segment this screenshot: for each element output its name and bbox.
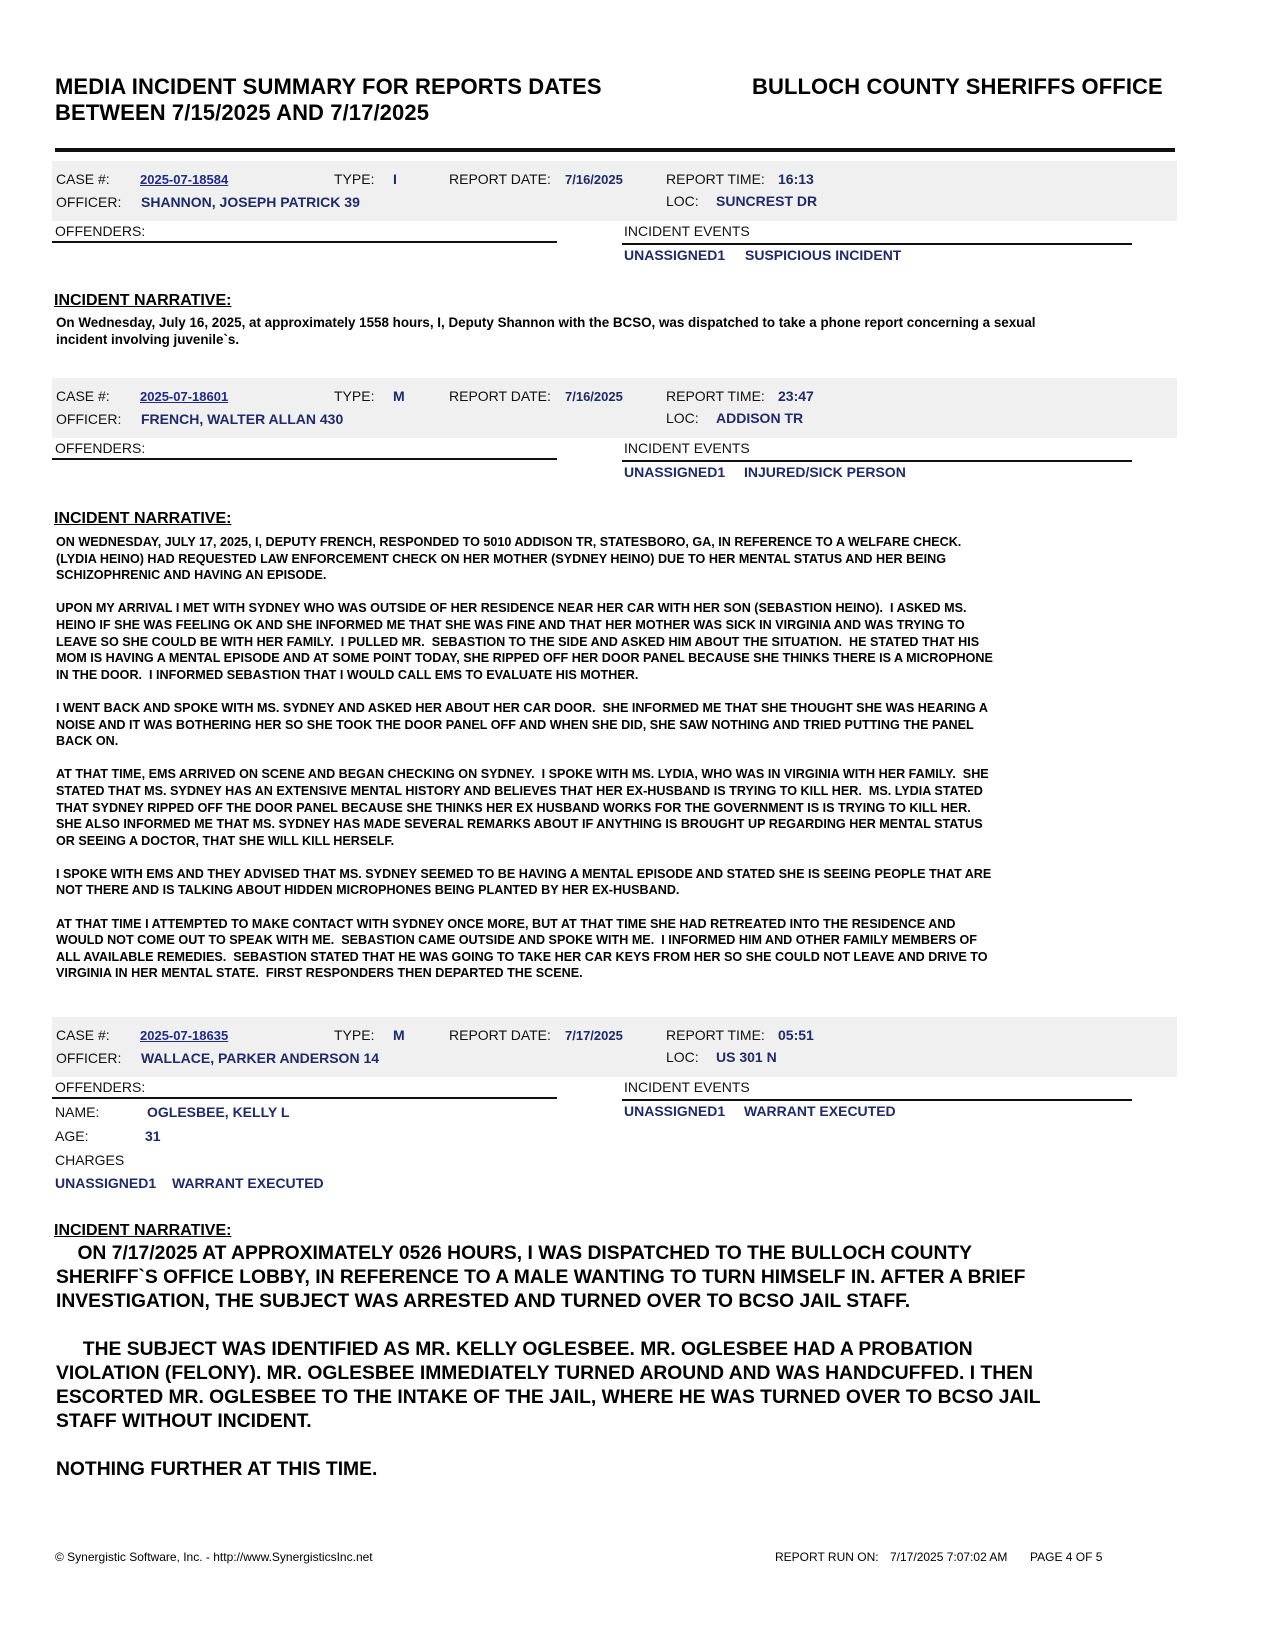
case-number-label: CASE #: (56, 388, 110, 404)
case-number-label: CASE #: (56, 1027, 110, 1043)
report-date: 7/16/2025 (565, 172, 623, 187)
charge-type: WARRANT EXECUTED (172, 1175, 324, 1191)
case-number-link[interactable]: 2025-07-18601 (140, 389, 229, 404)
incident-narrative: ON 7/17/2025 AT APPROXIMATELY 0526 HOURS, I WAS DISPATCHED TO THE BULLOCH COUNTY SHERIFF`S OFFICE LOBBY, IN REFERENCE TO A MALE WANTING TO TURN HIMSELF IN. AFTER A BRIEF INVESTIGATION, THE SUBJECT WAS ARRESTED AND TURNED OVER TO BCSO JAIL STAFF. THE SUBJECT WAS IDENTIFIED AS MR. KELLY OGLESBEE. MR. OGLESBEE HAD A PROBATION VIOLATION (FELONY). MR. OGLESBEE IMMEDIATELY TURNED AROUND AND WAS HANDCUFFED. I THEN ESCORTED MR. OGLESBEE TO THE INTAKE OF THE JAIL, WHERE HE WAS TURNED OVER TO BCSO JAIL STAFF WITHOUT INCIDENT. NOTHING FURTHER AT THIS TIME. (56, 1243, 1041, 1480)
offender-name-label: NAME: (55, 1104, 100, 1120)
officer-name: SHANNON, JOSEPH PATRICK 39 (141, 194, 360, 210)
officer-name: FRENCH, WALTER ALLAN 430 (141, 411, 344, 427)
report-title: MEDIA INCIDENT SUMMARY FOR REPORTS DATES BETWEEN 7/15/2025 AND 7/17/2025 (55, 74, 602, 125)
event-unit: UNASSIGNED1 (624, 464, 726, 480)
event-unit: UNASSIGNED1 (624, 1103, 726, 1119)
charge-unit: UNASSIGNED1 (55, 1175, 157, 1191)
events-divider (622, 1099, 1132, 1101)
report-date-label: REPORT DATE: (449, 1027, 551, 1043)
page-number: PAGE 4 OF 5 (1030, 1550, 1103, 1564)
officer-name: WALLACE, PARKER ANDERSON 14 (141, 1050, 380, 1066)
footer-copyright: © Synergistic Software, Inc. - http://www.SynergisticsInc.net (55, 1550, 373, 1564)
location: SUNCREST DR (716, 193, 818, 209)
case-header-band (52, 378, 1177, 438)
report-date-label: REPORT DATE: (449, 171, 551, 187)
incident-narrative: ON WEDNESDAY, JULY 17, 2025, I, DEPUTY FRENCH, RESPONDED TO 5010 ADDISON TR, STATESBORO, GA, IN REFERENCE TO A WELFARE CHECK. (LYDIA HEINO) HAD REQUESTED LAW ENFORCEMENT CHECK ON HER MOTHER (SYDNEY HEINO) DUE TO HER MENTAL STATUS AND HER BEING SCHIZOPHRENIC AND HAVING AN EPISODE. UPON MY ARRIVAL I MET WITH SYDNEY WHO WAS OUTSIDE OF HER RESIDENCE NEAR HER CAR WITH HER SON (SEBASTION HEINO). I ASKED MS. HEINO IF SHE WAS FEELING OK AND SHE INFORMED ME THAT SHE WAS FINE AND THAT HER MOTHER WAS SICK IN VIRGINIA AND WAS TRYING TO LEAVE SO SHE COULD BE WITH HER FAMILY. I PULLED MR. SEBASTION TO THE SIDE AND ASKED HIM ABOUT THE SITUATION. HE STATED THAT HIS MOM IS HAVING A MENTAL EPISODE AND AT SOME POINT TODAY, SHE RIPPED OFF HER DOOR PANEL BECAUSE SHE THINKS THERE IS A MICROPHONE IN THE DOOR. I INFORMED SEBASTION THAT I WOULD CALL EMS TO EVALUATE HIS MOTHER. I WENT BACK AND SPOKE WITH MS. SYDNEY AND ASKED HER ABOUT HER CAR DOOR. SHE INFORMED ME THAT SHE THOUGHT SHE WAS HEARING A NOISE AND IT WAS BOTHERING HER SO SHE TOOK THE DOOR PANEL OFF AND WHEN SHE DID, SHE SAW NOTHING AND TRIED PUTTING THE PANEL BACK ON. AT THAT TIME, EMS ARRIVED ON SCENE AND BEGAN CHECKING ON SYDNEY. I SPOKE WITH MS. LYDIA, WHO WAS IN VIRGINIA WITH HER FAMILY. SHE STATED THAT MS. SYDNEY HAS AN EXTENSIVE MENTAL HISTORY AND BELIEVES THAT HER EX-HUSBAND IS TRYING TO KILL HER. MS. LYDIA STATED THAT SYDNEY RIPPED OFF THE DOOR PANEL BECAUSE SHE THINKS HER EX HUSBAND WORKS FOR THE GOVERNMENT IS IS TRYING TO KILL HER. SHE ALSO INFORMED ME THAT MS. SYDNEY HAS MADE SEVERAL REMARKS ABOUT IF ANYTHING IS BROUGHT UP REGARDING HER MENTAL STATUS OR SEEING A DOCTOR, THAT SHE WILL KILL HERSELF. I SPOKE WITH EMS AND THEY ADVISED THAT MS. SYDNEY SEEMED TO BE HAVING A MENTAL EPISODE AND STATED SHE IS SEEING PEOPLE THAT ARE NOT THERE AND IS TALKING ABOUT HIDDEN MICROPHONES BEING PLANTED BY HER EX-HUSBAND. AT THAT TIME I ATTEMPTED TO MAKE CONTACT WITH SYDNEY ONCE MORE, BUT AT THAT TIME SHE HAD RETREATED INTO THE RESIDENCE AND WOULD NOT COME OUT TO SPEAK WITH ME. SEBASTION CAME OUTSIDE AND SPOKE WITH ME. I INFORMED HIM AND OTHER FAMILY MEMBERS OF ALL AVAILABLE REMEDIES. SEBASTION STATED THAT HE WAS GOING TO TAKE HER CAR KEYS FROM HER SO SHE COULD NOT LEAVE AND DRIVE TO VIRGINIA IN HER MENTAL STATE. FIRST RESPONDERS THEN DEPARTED THE SCENE. (56, 535, 993, 981)
offenders-divider (52, 241, 557, 243)
type-label: TYPE: (334, 171, 375, 187)
agency-name: BULLOCH COUNTY SHERIFFS OFFICE (752, 74, 1163, 99)
report-time: 05:51 (778, 1027, 814, 1043)
incident-narrative: On Wednesday, July 16, 2025, at approximately 1558 hours, I, Deputy Shannon with the BCSO, was dispatched to take a phone report concerning a sexual incident involving juvenile`s. (56, 315, 1036, 347)
header-divider (55, 148, 1175, 152)
case-type: M (393, 388, 405, 404)
offender-age: 31 (145, 1128, 161, 1144)
offenders-label: OFFENDERS: (55, 440, 146, 456)
case-type: I (393, 171, 397, 187)
location-label: LOC: (666, 193, 699, 209)
narrative-heading: INCIDENT NARRATIVE: (54, 510, 232, 527)
report-date: 7/17/2025 (565, 1028, 623, 1043)
report-time-label: REPORT TIME: (666, 1027, 765, 1043)
location-label: LOC: (666, 410, 699, 426)
case-number-link[interactable]: 2025-07-18635 (140, 1028, 229, 1043)
events-divider (622, 243, 1132, 245)
event-type: SUSPICIOUS INCIDENT (745, 247, 902, 263)
events-divider (622, 460, 1132, 462)
location: ADDISON TR (716, 410, 804, 426)
offenders-label: OFFENDERS: (55, 223, 146, 239)
event-unit: UNASSIGNED1 (624, 247, 726, 263)
incident-events-label: INCIDENT EVENTS (624, 1079, 750, 1095)
offenders-divider (52, 1097, 557, 1099)
offenders-label: OFFENDERS: (55, 1079, 146, 1095)
event-type: INJURED/SICK PERSON (744, 464, 906, 480)
charges-label: CHARGES (55, 1152, 125, 1168)
report-time-label: REPORT TIME: (666, 171, 765, 187)
location-label: LOC: (666, 1049, 699, 1065)
report-time: 23:47 (778, 388, 814, 404)
report-run-label: REPORT RUN ON: (775, 1550, 879, 1564)
offenders-divider (52, 458, 557, 460)
case-type: M (393, 1027, 405, 1043)
case-header-band (52, 1017, 1177, 1077)
report-date: 7/16/2025 (565, 389, 623, 404)
type-label: TYPE: (334, 1027, 375, 1043)
offender-name: OGLESBEE, KELLY L (147, 1104, 290, 1120)
type-label: TYPE: (334, 388, 375, 404)
incident-events-label: INCIDENT EVENTS (624, 223, 750, 239)
incident-events-label: INCIDENT EVENTS (624, 440, 750, 456)
location: US 301 N (716, 1049, 777, 1065)
officer-label: OFFICER: (56, 194, 122, 210)
offender-age-label: AGE: (55, 1128, 89, 1144)
narrative-heading: INCIDENT NARRATIVE: (54, 292, 232, 309)
case-number-label: CASE #: (56, 171, 110, 187)
officer-label: OFFICER: (56, 411, 122, 427)
case-number-link[interactable]: 2025-07-18584 (140, 172, 229, 187)
report-date-label: REPORT DATE: (449, 388, 551, 404)
officer-label: OFFICER: (56, 1050, 122, 1066)
event-type: WARRANT EXECUTED (744, 1103, 896, 1119)
report-run-timestamp: 7/17/2025 7:07:02 AM (890, 1550, 1008, 1564)
report-time: 16:13 (778, 171, 814, 187)
narrative-heading: INCIDENT NARRATIVE: (54, 1222, 232, 1239)
report-time-label: REPORT TIME: (666, 388, 765, 404)
case-header-band (52, 161, 1177, 221)
